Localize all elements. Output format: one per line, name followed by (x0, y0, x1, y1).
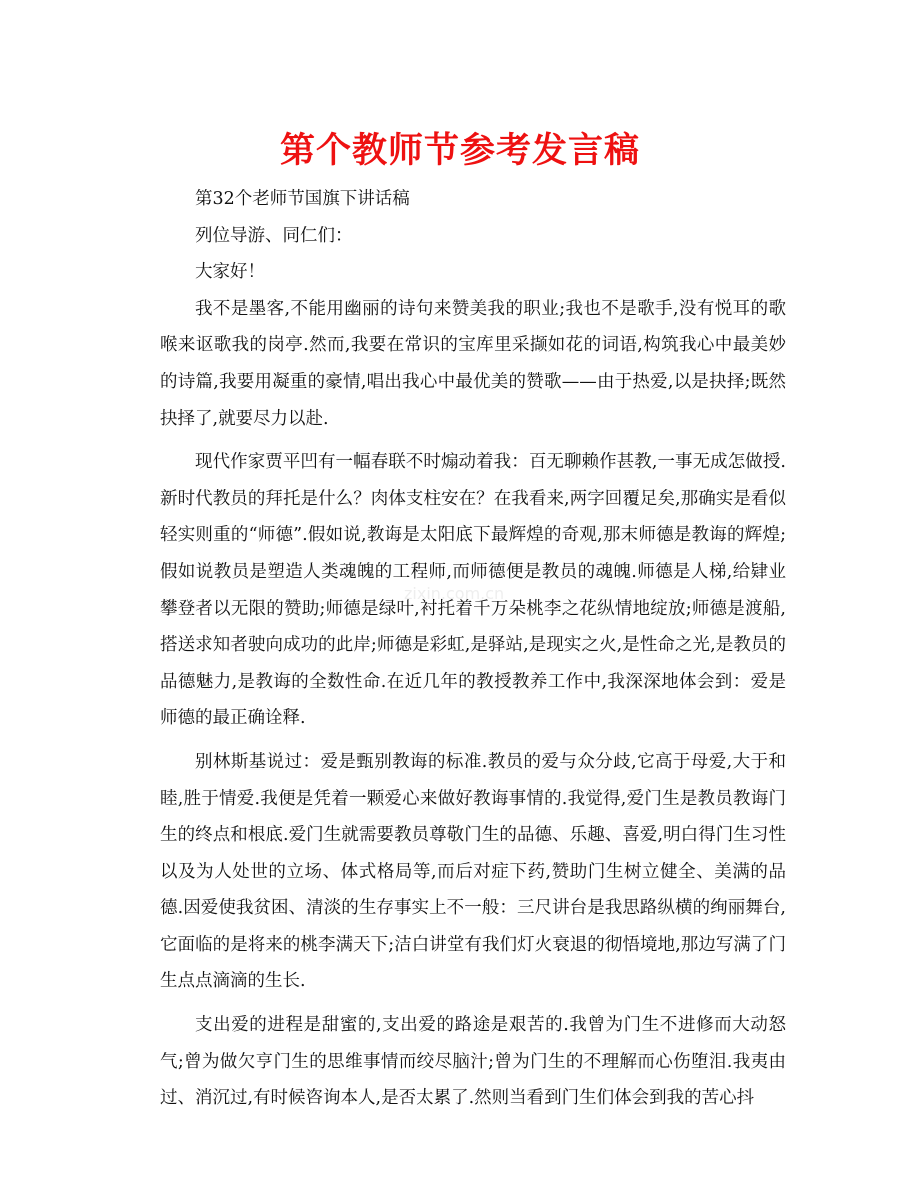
subtitle: 第32个老师节国旗下讲话稿 (195, 189, 410, 209)
document-body (160, 181, 786, 1117)
salutation: 列位导游、同仁们： (195, 225, 353, 246)
watermark: zixin.com.cn (404, 584, 505, 603)
document-title: 第个教师节参考发言稿 (279, 131, 640, 171)
greeting: 大家好！ (195, 262, 265, 283)
paragraph: 我不是墨客,不能用幽丽的诗句来赞美我的职业;我也不是歌手,没有悦耳的歌喉来讴歌我的岗亭.然而,我要在常识的宝库里采撷如花的词语,构筑我心中最美妙的诗篇,我要用凝重的豪情,唱出我心中最优美的赞歌——由于热爱,以是抉择;既然抉择了,就要尽力以赴. (160, 298, 786, 429)
paragraph: 别林斯基说过：爱是甄别教诲的标准.教员的爱与众分歧,它高于母爱,大于和睦,胜于情爱.我便是凭着一颗爱心来做好教诲事情的.我觉得,爱门生是教员教诲门生的终点和根底.爱门生就需要教员尊敬门生的品德、乐趣、喜爱,明白得门生习性以及为人处世的立场、体式格局等,而后对症下药,赞助门生树立健全、美满的品德.因爱使我贫困、清淡的生存事实上不一般：三尺讲台是我思路纵横的绚丽舞台,它面临的是将来的桃李满天下;洁白讲堂有我们灯火衰退的彻悟境地,那边写满了门生点点滴滴的生长. (160, 751, 786, 992)
paragraph: 支出爱的进程是甜蜜的,支出爱的路途是艰苦的.我曾为门生不进修而大动怒气;曾为做欠亨门生的思维事情而绞尽脑汁;曾为门生的不理解而心伤堕泪.我夷由过、消沉过,有时候咨询本人,是否太累了.然则当看到门生们体会到我的苦心抖 (160, 1015, 786, 1109)
paragraph: 现代作家贾平凹有一幅春联不时煽动着我：百无聊赖作甚教,一事无成怎做授.新时代教员的拜托是什么？肉体支柱安在？在我看来,两字回覆足矣,那确实是看似轻实则重的“师德”.假如说,教诲是太阳底下最辉煌的奇观,那末师德是教诲的辉煌;假如说教员是塑造人类魂魄的工程师,而师德便是教员的魂魄.师德是人梯,给肄业攀登者以无限的赞助;师德是绿叶,衬托着千万朵桃李之花纵情地绽放;师德是渡船,搭送求知者驶向成功的此岸;师德是彩虹,是驿站,是现实之火,是性命之光,是教员的品德魅力,是教诲的全数性命.在近几年的教授教养工作中,我深深地体会到：爱是师德的最正确诠释. (160, 452, 786, 729)
